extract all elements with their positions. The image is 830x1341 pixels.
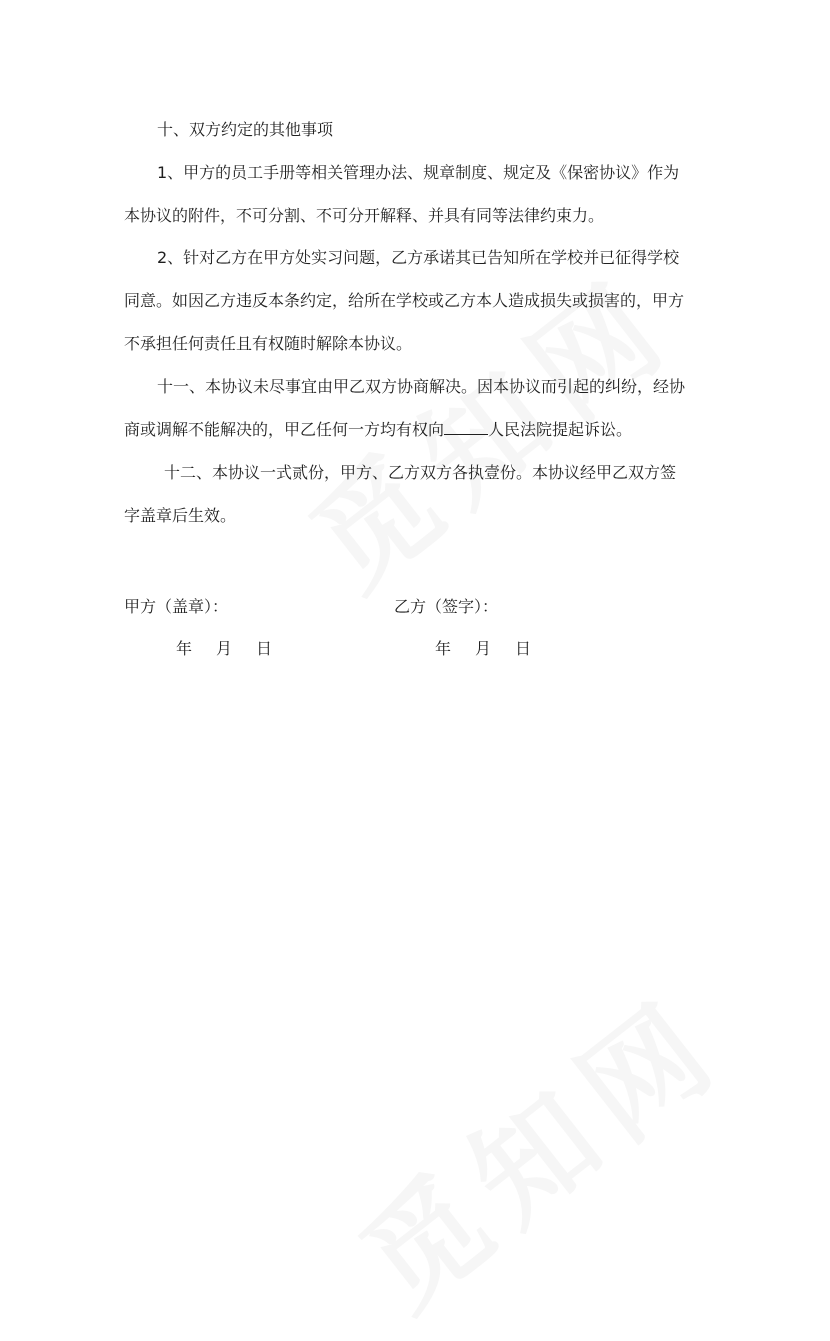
fill-in-blank [444,420,488,435]
paragraph-3 [124,374,708,460]
day-label: 日 [515,639,532,658]
year-label: 年 [435,639,452,658]
paragraph-4 [124,460,708,546]
paragraph-line [124,417,708,460]
paragraph-line: 不承担任何责任且有权随时解除本协议。 [124,334,413,353]
party-a-date [176,636,296,659]
signature-row [124,594,708,614]
paragraph-text: 商或调解不能解决的，甲乙任何一方均有权向 [124,420,445,439]
heading-text: 十、双方约定的其他事项 [157,120,334,139]
month-label: 月 [216,639,233,658]
party-b-date [435,636,555,659]
month-label: 月 [475,639,492,658]
paragraph-line: 2、针对乙方在甲方处实习问题，乙方承诺其已告知所在学校并已征得学校 [157,248,680,267]
paragraph-line: 本协议的附件，不可分割、不可分开解释、并具有同等法律约束力。 [124,206,605,225]
paragraph-1 [124,160,708,246]
paragraph-line: 十一、本协议未尽事宜由甲乙双方协商解决。因本协议而引起的纠纷，经协 [157,377,686,396]
party-a-seal-label: 甲方（盖章）： [124,597,229,616]
paragraph-text: 人民法院提起诉讼。 [488,420,633,439]
paragraph-2 [124,245,708,374]
paragraph-line: 1、甲方的员工手册等相关管理办法、规章制度、规定及《保密协议》作为 [157,163,680,182]
party-b-sign-label: 乙方（签字）： [394,597,499,616]
paragraph-line: 字盖章后生效。 [124,506,237,525]
year-label: 年 [176,639,193,658]
day-label: 日 [256,639,273,658]
watermark [321,951,753,1341]
section-heading [124,117,333,160]
paragraph-line: 十二、本协议一式贰份，甲方、乙方双方各执壹份。本协议经甲乙双方签 [164,463,677,482]
paragraph-line: 同意。如因乙方违反本条约定，给所在学校或乙方本人造成损失或损害的，甲方 [124,291,685,310]
